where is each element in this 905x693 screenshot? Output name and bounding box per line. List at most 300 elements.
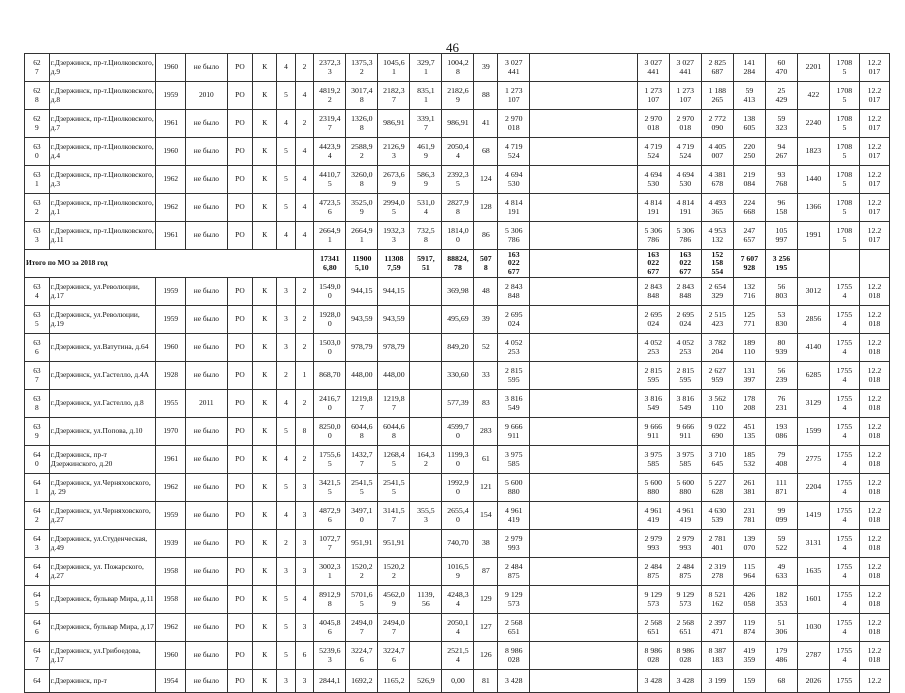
table-cell: К — [253, 474, 277, 502]
table-cell: 4 719 524 — [669, 138, 701, 166]
table-cell: 1708 5 — [829, 82, 859, 110]
table-cell: 3 975 585 — [498, 446, 530, 474]
table-cell: 164,3 2 — [410, 446, 442, 474]
table-row — [25, 138, 890, 166]
table-cell: 1599 — [797, 418, 829, 446]
table-cell — [530, 530, 637, 558]
total-cell: 88824, 78 — [442, 250, 474, 278]
table-cell: 2026 — [797, 670, 829, 693]
table-cell: 2240 — [797, 110, 829, 138]
table-cell: 138 605 — [733, 110, 765, 138]
table-cell: 5 — [277, 194, 296, 222]
table-cell: К — [253, 54, 277, 82]
table-cell: не было — [186, 222, 227, 250]
table-cell: К — [253, 166, 277, 194]
table-cell: 1962 — [156, 194, 186, 222]
table-cell: 60 470 — [765, 54, 797, 82]
table-cell: 4 953 132 — [701, 222, 733, 250]
table-cell — [530, 278, 637, 306]
table-cell: 1 188 265 — [701, 82, 733, 110]
table-cell: 1755 4 — [829, 362, 859, 390]
table-cell: 141 284 — [733, 54, 765, 82]
table-cell: 943,59 — [346, 306, 378, 334]
table-cell: 2126,9 3 — [378, 138, 410, 166]
table-cell: 1708 5 — [829, 110, 859, 138]
table-cell: 3 975 585 — [637, 446, 669, 474]
table-cell: 4 961 419 — [637, 502, 669, 530]
table-cell: 1755 4 — [829, 306, 859, 334]
table-cell: 3497,1 0 — [346, 502, 378, 530]
table-cell: 12.2 018 — [859, 474, 889, 502]
table-cell: 3 199 — [701, 670, 733, 693]
table-cell: 495,69 — [442, 306, 474, 334]
table-cell: не было — [186, 306, 227, 334]
table-cell: 2 695 024 — [498, 306, 530, 334]
table-cell — [530, 82, 637, 110]
table-cell: 53 830 — [765, 306, 797, 334]
table-cell: 115 964 — [733, 558, 765, 586]
table-cell: РО — [227, 334, 253, 362]
table-cell: 12.2 017 — [859, 166, 889, 194]
table-cell: 1219,8 7 — [378, 390, 410, 418]
table-cell: 3002,3 1 — [314, 558, 346, 586]
table-cell: 1755 4 — [829, 446, 859, 474]
table-cell: 2416,7 0 — [314, 390, 346, 418]
table-cell: 96 158 — [765, 194, 797, 222]
table-cell: 1708 5 — [829, 138, 859, 166]
table-cell: 1520,2 2 — [346, 558, 378, 586]
table-row — [25, 530, 890, 558]
table-cell: 4 961 419 — [498, 502, 530, 530]
table-cell: 9 666 911 — [669, 418, 701, 446]
table-cell: 1954 — [156, 670, 186, 693]
table-cell: 1755 4 — [829, 642, 859, 670]
table-cell: 2856 — [797, 306, 829, 334]
table-cell: 2 — [277, 362, 296, 390]
table-cell: 2521,5 4 — [442, 642, 474, 670]
table-cell — [410, 418, 442, 446]
table-cell: 64 1 — [25, 474, 50, 502]
table-cell: 5 — [277, 642, 296, 670]
table-cell: г.Дзержинск, бульвар Мира, д.17 — [49, 614, 155, 642]
table-cell: 9 666 911 — [498, 418, 530, 446]
table-cell: К — [253, 278, 277, 306]
table-cell: 2 979 993 — [669, 530, 701, 558]
table-cell: 2 568 651 — [669, 614, 701, 642]
table-cell: 4 — [295, 82, 314, 110]
table-cell — [530, 418, 637, 446]
table-cell: 3 — [295, 502, 314, 530]
table-cell: 3 816 549 — [498, 390, 530, 418]
table-cell — [530, 670, 637, 693]
table-cell: 329,7 1 — [410, 54, 442, 82]
table-cell: 2 815 595 — [637, 362, 669, 390]
table-cell: 63 4 — [25, 278, 50, 306]
table-cell: 6 — [295, 642, 314, 670]
table-cell: 105 997 — [765, 222, 797, 250]
table-cell — [410, 474, 442, 502]
table-cell: 1755 4 — [829, 586, 859, 614]
table-cell: 1004,2 8 — [442, 54, 474, 82]
table-cell: 1959 — [156, 82, 186, 110]
total-row — [25, 250, 890, 278]
table-cell: г.Дзержинск, пр-т.Циолковского, д.1 — [49, 194, 155, 222]
table-cell: 2 979 993 — [498, 530, 530, 558]
table-cell: 944,15 — [378, 278, 410, 306]
table-cell: 4 052 253 — [669, 334, 701, 362]
table-cell: 4 — [277, 446, 296, 474]
table-row — [25, 558, 890, 586]
table-cell: 1992,9 0 — [442, 474, 474, 502]
table-row — [25, 390, 890, 418]
table-cell: 2050,4 4 — [442, 138, 474, 166]
table-cell: 3 — [295, 614, 314, 642]
table-cell: 2 397 471 — [701, 614, 733, 642]
total-cell: 163 022 677 — [498, 250, 530, 278]
table-cell: 1692,2 — [346, 670, 378, 693]
total-cell: 152 158 554 — [701, 250, 733, 278]
table-cell: 2844,1 — [314, 670, 346, 693]
table-cell: 12.2 018 — [859, 642, 889, 670]
table-cell: 1823 — [797, 138, 829, 166]
table-cell: РО — [227, 138, 253, 166]
table-cell: РО — [227, 82, 253, 110]
table-cell: 1 273 107 — [669, 82, 701, 110]
table-cell — [530, 194, 637, 222]
table-cell: К — [253, 446, 277, 474]
table-cell: не было — [186, 278, 227, 306]
table-cell: РО — [227, 670, 253, 693]
table-row — [25, 446, 890, 474]
table-cell: 12.2 018 — [859, 278, 889, 306]
table-cell: 1268,4 5 — [378, 446, 410, 474]
table-cell: 849,20 — [442, 334, 474, 362]
table-cell: 2 — [295, 334, 314, 362]
table-cell: 1030 — [797, 614, 829, 642]
total-cell: 5917, 51 — [410, 250, 442, 278]
table-cell: 4 719 524 — [637, 138, 669, 166]
table-cell: не было — [186, 642, 227, 670]
table-cell: 9 129 573 — [637, 586, 669, 614]
table-cell: 1932,3 3 — [378, 222, 410, 250]
table-cell: 2673,6 9 — [378, 166, 410, 194]
table-cell: 1961 — [156, 446, 186, 474]
table-cell: 1072,7 7 — [314, 530, 346, 558]
table-cell: 2 815 595 — [669, 362, 701, 390]
table-cell: 2011 — [186, 390, 227, 418]
table-cell: 1755 4 — [829, 614, 859, 642]
table-cell: 86 — [474, 222, 498, 250]
table-cell — [530, 334, 637, 362]
table-cell: 1 — [295, 362, 314, 390]
table-cell: 4872,9 6 — [314, 502, 346, 530]
table-cell: 64 0 — [25, 446, 50, 474]
table-cell: 986,91 — [442, 110, 474, 138]
table-cell: 531,0 4 — [410, 194, 442, 222]
table-cell: г.Дзержинск, бульвар Мира, д.11 — [49, 586, 155, 614]
table-cell: 1962 — [156, 166, 186, 194]
table-cell: К — [253, 334, 277, 362]
table-cell: 4 719 524 — [498, 138, 530, 166]
table-cell: 62 9 — [25, 110, 50, 138]
table-cell: РО — [227, 502, 253, 530]
table-cell: г.Дзержинск, ул.Черняховского, д. 29 — [49, 474, 155, 502]
table-cell: 3129 — [797, 390, 829, 418]
table-cell: 2 568 651 — [637, 614, 669, 642]
table-cell: 12.2 018 — [859, 502, 889, 530]
table-cell: 1016,5 9 — [442, 558, 474, 586]
table-cell: 1962 — [156, 614, 186, 642]
table-cell: 182 353 — [765, 586, 797, 614]
total-cell — [797, 250, 829, 278]
table-cell: 448,00 — [378, 362, 410, 390]
table-cell: 4 — [295, 166, 314, 194]
table-cell: 5 306 786 — [498, 222, 530, 250]
table-cell: 1959 — [156, 306, 186, 334]
table-cell: 2204 — [797, 474, 829, 502]
table-cell: К — [253, 614, 277, 642]
table-cell: 3 — [277, 558, 296, 586]
table-cell: 1960 — [156, 54, 186, 82]
table-cell: 64 7 — [25, 642, 50, 670]
table-cell: г.Дзержинск, пр-т — [49, 670, 155, 693]
table-cell: 2 654 329 — [701, 278, 733, 306]
table-cell: 3260,0 8 — [346, 166, 378, 194]
table-cell: 68 — [474, 138, 498, 166]
table-cell: 83 — [474, 390, 498, 418]
table-cell: 1601 — [797, 586, 829, 614]
table-cell: 5239,6 3 — [314, 642, 346, 670]
table-cell: 2 772 090 — [701, 110, 733, 138]
table-cell: г.Дзержинск, пр-т Дзержинского, д.20 — [49, 446, 155, 474]
table-cell: 8 521 162 — [701, 586, 733, 614]
table-cell: 220 250 — [733, 138, 765, 166]
table-cell: 1959 — [156, 278, 186, 306]
table-cell: РО — [227, 614, 253, 642]
table-cell: 740,70 — [442, 530, 474, 558]
table-cell: 1959 — [156, 502, 186, 530]
total-cell: 507 8 — [474, 250, 498, 278]
table-cell: 4 694 530 — [498, 166, 530, 194]
table-cell: 3 428 — [498, 670, 530, 693]
table-cell: 62 8 — [25, 82, 50, 110]
table-cell: 4 — [295, 586, 314, 614]
table-cell: 1960 — [156, 138, 186, 166]
table-cell: 63 3 — [25, 222, 50, 250]
table-cell: 12.2 018 — [859, 306, 889, 334]
table-cell: 419 359 — [733, 642, 765, 670]
register-table — [24, 53, 890, 693]
table-cell: г.Дзержинск, пр-т.Циолковского, д.4 — [49, 138, 155, 166]
table-row — [25, 194, 890, 222]
table-cell: 2 568 651 — [498, 614, 530, 642]
table-cell: 4723,5 6 — [314, 194, 346, 222]
table-cell: 3 — [295, 474, 314, 502]
table-row — [25, 362, 890, 390]
table-cell: 1755 4 — [829, 334, 859, 362]
table-cell: 12.2 017 — [859, 54, 889, 82]
table-cell: 5 — [277, 474, 296, 502]
table-cell: 6044,6 8 — [346, 418, 378, 446]
table-cell — [410, 642, 442, 670]
table-cell: не было — [186, 530, 227, 558]
table-cell: 1432,7 7 — [346, 446, 378, 474]
table-cell: 2 970 018 — [498, 110, 530, 138]
table-cell: РО — [227, 390, 253, 418]
table-cell: не было — [186, 558, 227, 586]
table-cell: г.Дзержинск, ул. Пожарского, д.27 — [49, 558, 155, 586]
table-cell: 1199,3 0 — [442, 446, 474, 474]
table-cell: 4 — [295, 138, 314, 166]
table-cell: 41 — [474, 110, 498, 138]
table-cell: 2319,4 7 — [314, 110, 346, 138]
table-cell: К — [253, 418, 277, 446]
table-cell: 63 8 — [25, 390, 50, 418]
table-cell: 1958 — [156, 558, 186, 586]
table-cell: РО — [227, 586, 253, 614]
table-cell: 219 084 — [733, 166, 765, 194]
table-cell: 3 — [295, 558, 314, 586]
table-cell: 426 058 — [733, 586, 765, 614]
table-cell: 12.2 018 — [859, 418, 889, 446]
table-row — [25, 418, 890, 446]
table-row — [25, 110, 890, 138]
table-cell: 154 — [474, 502, 498, 530]
table-cell: 3141,5 7 — [378, 502, 410, 530]
table-cell: 93 768 — [765, 166, 797, 194]
table-cell: 4562,0 9 — [378, 586, 410, 614]
table-cell: 448,00 — [346, 362, 378, 390]
table-cell: РО — [227, 110, 253, 138]
table-cell: 87 — [474, 558, 498, 586]
table-cell: 2 — [295, 446, 314, 474]
table-cell: 339,1 7 — [410, 110, 442, 138]
table-cell: К — [253, 586, 277, 614]
table-cell: 1955 — [156, 390, 186, 418]
table-cell: 1991 — [797, 222, 829, 250]
table-cell: не было — [186, 586, 227, 614]
table-cell: 6285 — [797, 362, 829, 390]
table-cell: 3 027 441 — [637, 54, 669, 82]
table-cell: 2 843 848 — [637, 278, 669, 306]
table-cell: 3 816 549 — [637, 390, 669, 418]
total-cell: 11900 5,10 — [346, 250, 378, 278]
table-cell: 1 273 107 — [637, 82, 669, 110]
table-cell: 5 — [277, 614, 296, 642]
table-cell: К — [253, 362, 277, 390]
table-cell: 283 — [474, 418, 498, 446]
table-cell — [530, 474, 637, 502]
table-cell: 1814,0 0 — [442, 222, 474, 250]
table-cell: 8 387 183 — [701, 642, 733, 670]
table-cell: 63 1 — [25, 166, 50, 194]
table-cell: 1366 — [797, 194, 829, 222]
table-cell: 330,60 — [442, 362, 474, 390]
table-cell: 4248,3 4 — [442, 586, 474, 614]
table-cell: 12.2 017 — [859, 194, 889, 222]
table-cell: г.Дзержинск, ул.Гастелло, д.4А — [49, 362, 155, 390]
table-cell — [410, 362, 442, 390]
table-cell: 33 — [474, 362, 498, 390]
table-cell: 8250,0 0 — [314, 418, 346, 446]
table-cell: 12.2 — [859, 670, 889, 693]
table-cell: 355,5 3 — [410, 502, 442, 530]
table-cell: 5 600 880 — [637, 474, 669, 502]
table-row — [25, 166, 890, 194]
table-cell: 80 939 — [765, 334, 797, 362]
table-cell: не было — [186, 110, 227, 138]
table-cell: 12.2 018 — [859, 530, 889, 558]
table-row — [25, 306, 890, 334]
table-cell: РО — [227, 54, 253, 82]
table-cell: 63 7 — [25, 362, 50, 390]
table-cell — [530, 138, 637, 166]
table-row — [25, 82, 890, 110]
table-cell: 2 825 687 — [701, 54, 733, 82]
table-cell: 1219,8 7 — [346, 390, 378, 418]
table-cell — [410, 390, 442, 418]
total-cell — [859, 250, 889, 278]
table-cell: г.Дзержинск, ул.Ватутина, д.64 — [49, 334, 155, 362]
table-cell: РО — [227, 222, 253, 250]
table-cell: 1755 4 — [829, 278, 859, 306]
table-cell: 2541,5 5 — [378, 474, 410, 502]
table-cell — [530, 390, 637, 418]
table-cell: не было — [186, 334, 227, 362]
table-cell: 52 — [474, 334, 498, 362]
table-cell: 4 814 191 — [637, 194, 669, 222]
table-row — [25, 614, 890, 642]
table-cell: 2827,9 8 — [442, 194, 474, 222]
table-cell: 5 — [277, 82, 296, 110]
table-cell: 56 803 — [765, 278, 797, 306]
table-cell: 2787 — [797, 642, 829, 670]
table-cell: 12.2 018 — [859, 558, 889, 586]
table-cell: 2372,3 3 — [314, 54, 346, 82]
table-cell: г.Дзержинск, ул.Черняховского, д.27 — [49, 502, 155, 530]
table-cell: 577,39 — [442, 390, 474, 418]
table-cell: 4 — [277, 502, 296, 530]
total-cell: 163 022 677 — [637, 250, 669, 278]
table-cell: 3 — [277, 670, 296, 693]
table-cell — [530, 642, 637, 670]
table-cell: 5 306 786 — [637, 222, 669, 250]
table-cell: РО — [227, 194, 253, 222]
table-cell: 124 — [474, 166, 498, 194]
table-row — [25, 222, 890, 250]
table-cell: РО — [227, 530, 253, 558]
table-cell: 4 630 539 — [701, 502, 733, 530]
table-cell: 38 — [474, 530, 498, 558]
table-cell: 5 — [277, 166, 296, 194]
table-cell: 2 484 875 — [669, 558, 701, 586]
table-cell: 1755 4 — [829, 502, 859, 530]
table-cell: 4410,7 5 — [314, 166, 346, 194]
table-cell: не было — [186, 474, 227, 502]
table-cell: 0,00 — [442, 670, 474, 693]
table-cell: не было — [186, 502, 227, 530]
table-cell: РО — [227, 418, 253, 446]
table-cell: 4 052 253 — [637, 334, 669, 362]
table-cell: г.Дзержинск, пр-т.Циолковского, д.11 — [49, 222, 155, 250]
table-cell: 12.2 018 — [859, 334, 889, 362]
table-cell: 4 814 191 — [669, 194, 701, 222]
table-cell: 3012 — [797, 278, 829, 306]
table-cell: 1961 — [156, 222, 186, 250]
table-cell: 4599,7 0 — [442, 418, 474, 446]
table-cell: 12.2 018 — [859, 362, 889, 390]
table-cell: 129 — [474, 586, 498, 614]
